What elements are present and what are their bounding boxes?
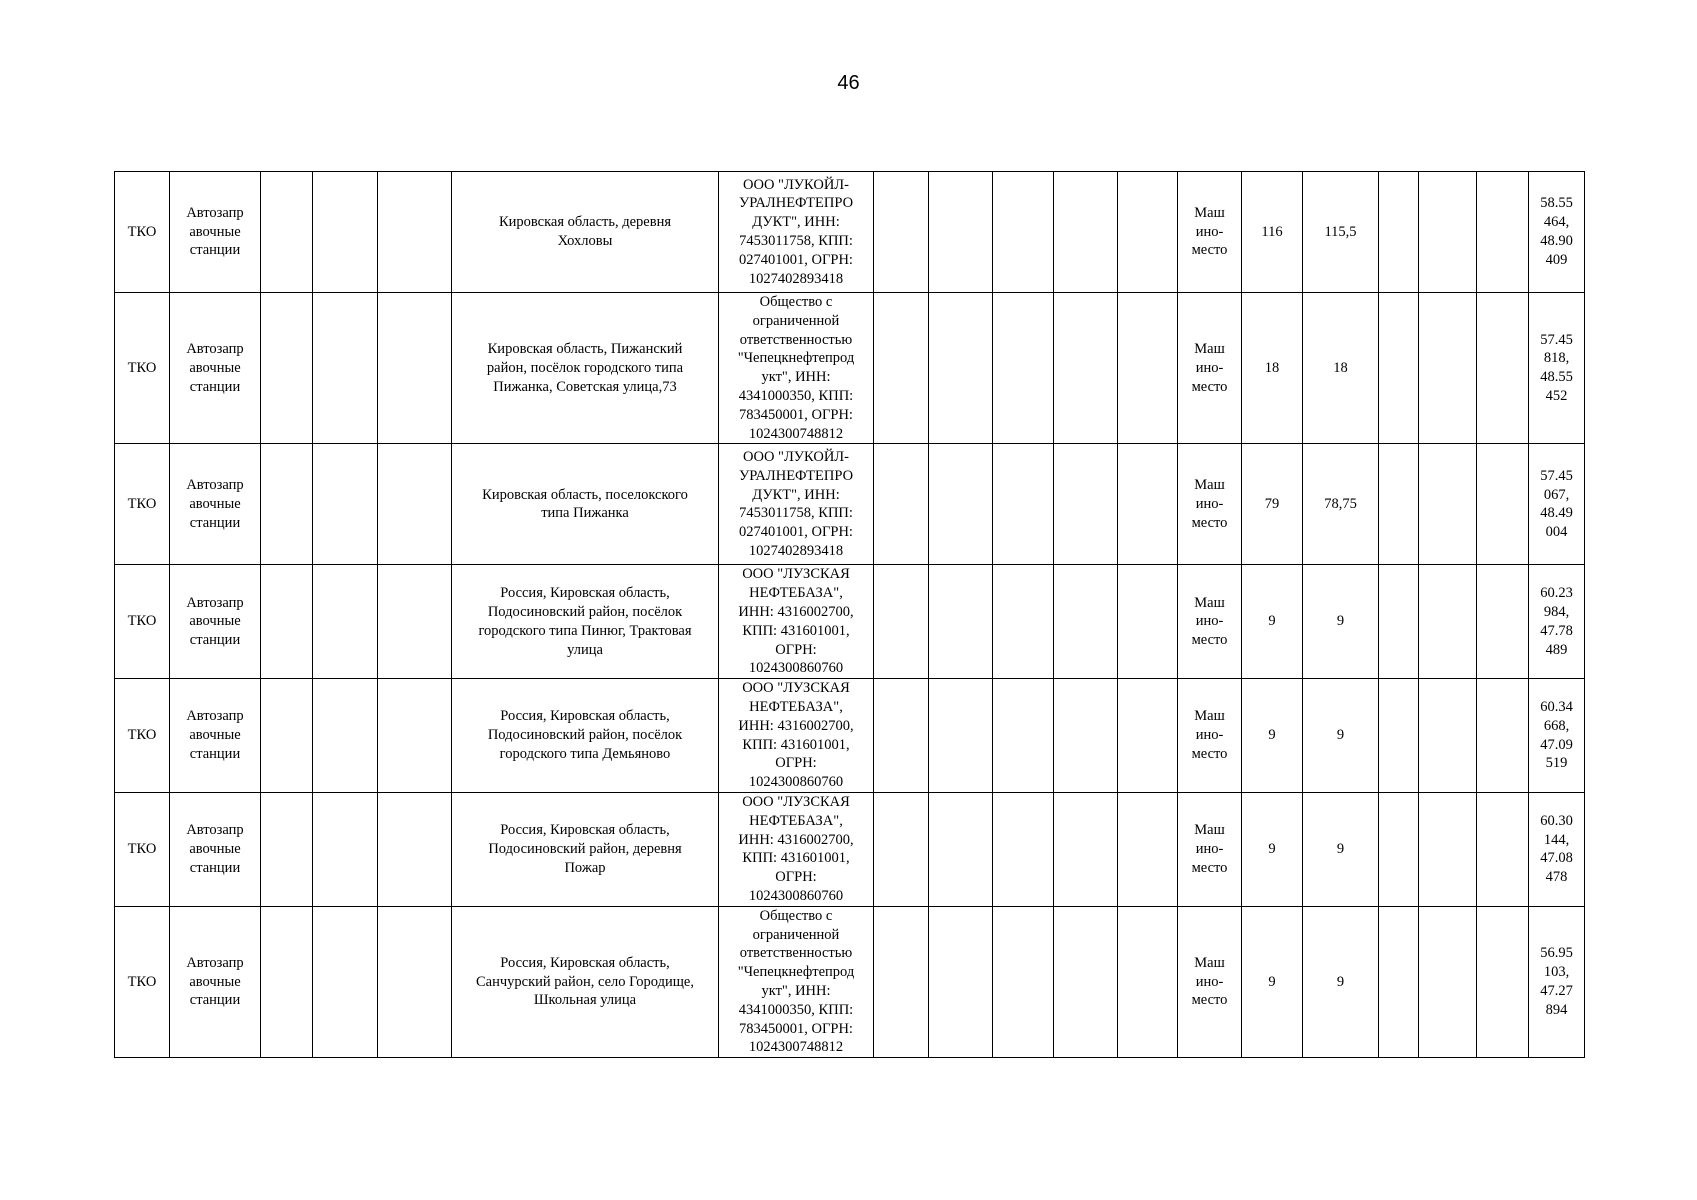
empty-cell xyxy=(874,792,929,906)
value-cell: 9 xyxy=(1303,565,1379,679)
empty-cell xyxy=(929,444,993,565)
waste-type-cell: ТКО xyxy=(115,679,170,793)
address-cell: Кировская область, поселокского типа Пижанка xyxy=(452,444,719,565)
empty-cell xyxy=(874,172,929,293)
coordinates-cell: 57.45 818, 48.55 452 xyxy=(1529,293,1585,444)
empty-cell xyxy=(261,679,313,793)
empty-cell xyxy=(313,906,378,1057)
empty-cell xyxy=(1379,444,1419,565)
empty-cell xyxy=(993,293,1054,444)
empty-cell xyxy=(929,293,993,444)
empty-cell xyxy=(313,172,378,293)
coordinates-cell: 56.95 103, 47.27 894 xyxy=(1529,906,1585,1057)
coordinates-cell: 60.23 984, 47.78 489 xyxy=(1529,565,1585,679)
empty-cell xyxy=(261,444,313,565)
category-cell: Автозапр авочные станции xyxy=(170,792,261,906)
owner-cell: Общество с ограниченной ответственностью "Чепецкнефтепрод укт", ИНН: 4341000350, КПП: 783450001, ОГРН: 1024300748812 xyxy=(719,293,874,444)
empty-cell xyxy=(378,679,452,793)
empty-cell xyxy=(378,293,452,444)
table-row xyxy=(115,444,1585,565)
value-cell: 9 xyxy=(1303,906,1379,1057)
empty-cell xyxy=(929,906,993,1057)
empty-cell xyxy=(1379,679,1419,793)
capacity-cell: 18 xyxy=(1242,293,1303,444)
category-cell: Автозапр авочные станции xyxy=(170,906,261,1057)
empty-cell xyxy=(1419,906,1477,1057)
table-row xyxy=(115,565,1585,679)
empty-cell xyxy=(1419,444,1477,565)
empty-cell xyxy=(1054,172,1118,293)
waste-type-cell: ТКО xyxy=(115,565,170,679)
waste-type-cell: ТКО xyxy=(115,172,170,293)
address-cell: Россия, Кировская область, Подосиновский район, посёлок городского типа Пинюг, Трактовая улица xyxy=(452,565,719,679)
category-cell: Автозапр авочные станции xyxy=(170,172,261,293)
address-cell: Россия, Кировская область, Подосиновский район, деревня Пожар xyxy=(452,792,719,906)
table-row xyxy=(115,792,1585,906)
empty-cell xyxy=(1054,792,1118,906)
empty-cell xyxy=(1118,679,1178,793)
empty-cell xyxy=(1379,792,1419,906)
empty-cell xyxy=(378,906,452,1057)
waste-type-cell: ТКО xyxy=(115,792,170,906)
owner-cell: ООО "ЛУЗСКАЯ НЕФТЕБАЗА", ИНН: 4316002700, КПП: 431601001, ОГРН: 1024300860760 xyxy=(719,679,874,793)
address-cell: Кировская область, деревня Хохловы xyxy=(452,172,719,293)
empty-cell xyxy=(313,293,378,444)
unit-cell: Маш ино- место xyxy=(1178,565,1242,679)
category-cell: Автозапр авочные станции xyxy=(170,444,261,565)
unit-cell: Маш ино- место xyxy=(1178,444,1242,565)
empty-cell xyxy=(993,679,1054,793)
empty-cell xyxy=(378,565,452,679)
empty-cell xyxy=(1477,679,1529,793)
empty-cell xyxy=(1118,906,1178,1057)
capacity-cell: 116 xyxy=(1242,172,1303,293)
empty-cell xyxy=(1477,293,1529,444)
page-number: 46 xyxy=(837,72,860,94)
empty-cell xyxy=(929,565,993,679)
capacity-cell: 79 xyxy=(1242,444,1303,565)
owner-cell: ООО "ЛУЗСКАЯ НЕФТЕБАЗА", ИНН: 4316002700, КПП: 431601001, ОГРН: 1024300860760 xyxy=(719,792,874,906)
table-row xyxy=(115,172,1585,293)
unit-cell: Маш ино- место xyxy=(1178,679,1242,793)
empty-cell xyxy=(378,444,452,565)
empty-cell xyxy=(929,172,993,293)
table-row xyxy=(115,906,1585,1057)
unit-cell: Маш ино- место xyxy=(1178,293,1242,444)
empty-cell xyxy=(313,792,378,906)
empty-cell xyxy=(993,906,1054,1057)
address-cell: Россия, Кировская область, Санчурский район, село Городище, Школьная улица xyxy=(452,906,719,1057)
empty-cell xyxy=(1054,679,1118,793)
value-cell: 18 xyxy=(1303,293,1379,444)
empty-cell xyxy=(993,565,1054,679)
waste-type-cell: ТКО xyxy=(115,444,170,565)
category-cell: Автозапр авочные станции xyxy=(170,565,261,679)
empty-cell xyxy=(993,792,1054,906)
empty-cell xyxy=(261,906,313,1057)
empty-cell xyxy=(1477,444,1529,565)
empty-cell xyxy=(1477,906,1529,1057)
address-cell: Кировская область, Пижанский район, посёлок городского типа Пижанка, Советская улица,73 xyxy=(452,293,719,444)
owner-cell: ООО "ЛУКОЙЛ- УРАЛНЕФТЕПРО ДУКТ", ИНН: 7453011758, КПП: 027401001, ОГРН: 1027402893418 xyxy=(719,444,874,565)
empty-cell xyxy=(993,444,1054,565)
capacity-cell: 9 xyxy=(1242,679,1303,793)
empty-cell xyxy=(874,293,929,444)
value-cell: 78,75 xyxy=(1303,444,1379,565)
empty-cell xyxy=(378,792,452,906)
table-row xyxy=(115,679,1585,793)
empty-cell xyxy=(313,679,378,793)
table-row xyxy=(115,293,1585,444)
empty-cell xyxy=(874,565,929,679)
category-cell: Автозапр авочные станции xyxy=(170,293,261,444)
empty-cell xyxy=(1477,792,1529,906)
empty-cell xyxy=(1054,906,1118,1057)
empty-cell xyxy=(261,172,313,293)
empty-cell xyxy=(1419,565,1477,679)
empty-cell xyxy=(1379,906,1419,1057)
coordinates-cell: 58.55 464, 48.90 409 xyxy=(1529,172,1585,293)
empty-cell xyxy=(261,293,313,444)
empty-cell xyxy=(1118,293,1178,444)
empty-cell xyxy=(1379,293,1419,444)
capacity-cell: 9 xyxy=(1242,792,1303,906)
value-cell: 115,5 xyxy=(1303,172,1379,293)
empty-cell xyxy=(993,172,1054,293)
unit-cell: Маш ино- место xyxy=(1178,792,1242,906)
empty-cell xyxy=(874,679,929,793)
empty-cell xyxy=(1419,293,1477,444)
address-cell: Россия, Кировская область, Подосиновский район, посёлок городского типа Демьяново xyxy=(452,679,719,793)
empty-cell xyxy=(1477,565,1529,679)
capacity-cell: 9 xyxy=(1242,565,1303,679)
owner-cell: Общество с ограниченной ответственностью "Чепецкнефтепрод укт", ИНН: 4341000350, КПП: 783450001, ОГРН: 1024300748812 xyxy=(719,906,874,1057)
empty-cell xyxy=(1379,172,1419,293)
value-cell: 9 xyxy=(1303,792,1379,906)
coordinates-cell: 60.30 144, 47.08 478 xyxy=(1529,792,1585,906)
empty-cell xyxy=(1054,444,1118,565)
empty-cell xyxy=(929,679,993,793)
empty-cell xyxy=(1419,679,1477,793)
coordinates-cell: 60.34 668, 47.09 519 xyxy=(1529,679,1585,793)
empty-cell xyxy=(313,444,378,565)
empty-cell xyxy=(1054,293,1118,444)
empty-cell xyxy=(874,906,929,1057)
empty-cell xyxy=(261,792,313,906)
empty-cell xyxy=(1118,444,1178,565)
facility-registry-table xyxy=(114,171,1585,1058)
empty-cell xyxy=(1379,565,1419,679)
owner-cell: ООО "ЛУЗСКАЯ НЕФТЕБАЗА", ИНН: 4316002700, КПП: 431601001, ОГРН: 1024300860760 xyxy=(719,565,874,679)
empty-cell xyxy=(378,172,452,293)
empty-cell xyxy=(1054,565,1118,679)
empty-cell xyxy=(261,565,313,679)
empty-cell xyxy=(874,444,929,565)
waste-type-cell: ТКО xyxy=(115,906,170,1057)
empty-cell xyxy=(929,792,993,906)
empty-cell xyxy=(1118,172,1178,293)
empty-cell xyxy=(1477,172,1529,293)
category-cell: Автозапр авочные станции xyxy=(170,679,261,793)
empty-cell xyxy=(1118,565,1178,679)
capacity-cell: 9 xyxy=(1242,906,1303,1057)
unit-cell: Маш ино- место xyxy=(1178,906,1242,1057)
waste-type-cell: ТКО xyxy=(115,293,170,444)
owner-cell: ООО "ЛУКОЙЛ- УРАЛНЕФТЕПРО ДУКТ", ИНН: 7453011758, КПП: 027401001, ОГРН: 1027402893418 xyxy=(719,172,874,293)
empty-cell xyxy=(1118,792,1178,906)
empty-cell xyxy=(1419,172,1477,293)
value-cell: 9 xyxy=(1303,679,1379,793)
coordinates-cell: 57.45 067, 48.49 004 xyxy=(1529,444,1585,565)
unit-cell: Маш ино- место xyxy=(1178,172,1242,293)
empty-cell xyxy=(1419,792,1477,906)
empty-cell xyxy=(313,565,378,679)
